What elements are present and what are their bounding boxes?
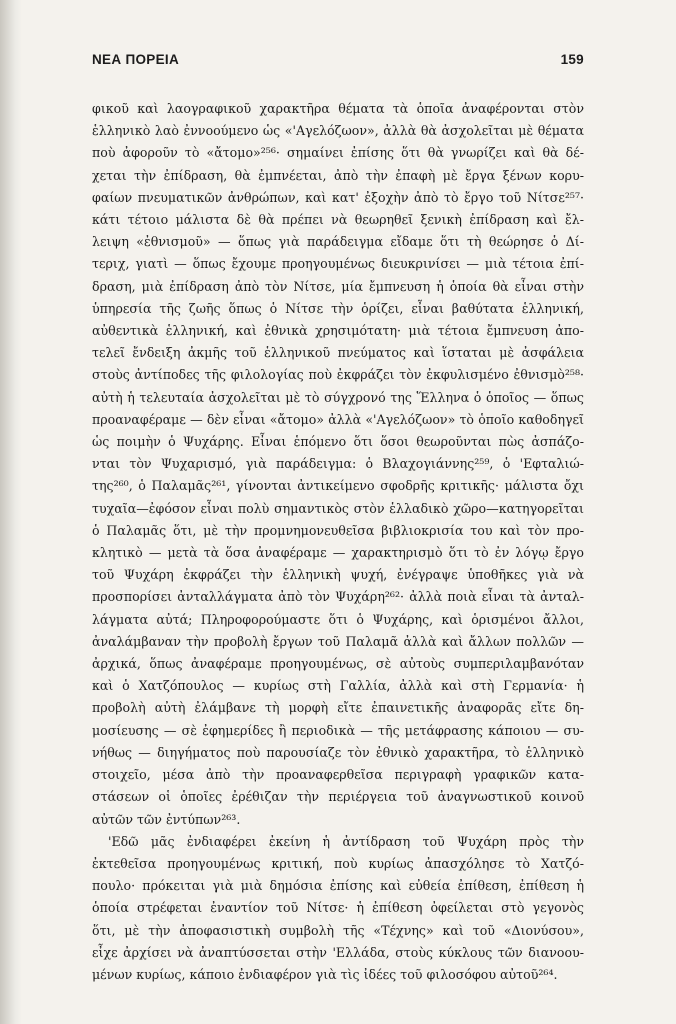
text-line: ὁ Παλαμᾶς ὅτι, μὲ τὴν προμνημονευθεῖσα βιβλιοκρισία του καὶ τὸν προ- — [92, 522, 584, 538]
text-line: δραση, μιὰ ἐπίδραση ἀπὸ τὸν Νίτσε, μία ἔμπνευση ἡ ὁποία θὰ εἶναι στὴν — [92, 278, 584, 294]
text-line: προαναφέραμε — δὲν εἶναι «ἄτομο» ἀλλὰ «'Αγελόζωον» τὸ ὁποῖο καθοδηγεῖ — [92, 411, 584, 427]
text-line: στάσεων οἱ ὁποῖες ἐρέθιζαν τὴν περιέργεια τοῦ ἀναγνωστικοῦ κοινοῦ — [92, 789, 584, 805]
text-line: ἀναλάμβαναν τὴν προβολὴ ἔργων τοῦ Παλαμᾶ ἀλλὰ καὶ ἄλλων πολλῶν — — [92, 633, 584, 649]
text-line: τεριχ, γιατὶ — ὅπως ἔχουμε προηγουμένως διευκρινίσει — μιὰ τέτοια ἐπί- — [92, 256, 584, 272]
text-line: ὁποία στρέφεται ἐναντίον τοῦ Νίτσε· ἡ ἐπίθεση ὀφείλεται στὸ γεγονὸς — [92, 900, 584, 916]
text-line: μοσίευσης — σὲ ἐφημερίδες ἢ περιοδικὰ — τῆς μετάφρασης κάποιου — συ- — [92, 722, 584, 738]
text-line: ὅτι, μὲ τὴν ἀποφασιστικὴ συμβολὴ τῆς «Τέχνης» καὶ τοῦ «Διονύσου», — [92, 922, 584, 938]
text-line: καὶ ὁ Χατζόπουλος — κυρίως στὴ Γαλλία, ἀλλὰ καὶ στὴ Γερμανία· ἡ — [92, 678, 584, 694]
text-line: προβολὴ αὐτὴ ἐλάμβανε τὴ μορφὴ εἴτε ἐπαινετικῆς ἀναφορᾶς εἴτε δη- — [92, 700, 584, 716]
text-line: φαίων πνευματικῶν ἀνθρώπων, καὶ κατ' ἐξοχὴν ἀπὸ τὸ ἔργο τοῦ Νίτσε²⁵⁷· — [92, 189, 584, 205]
text-line: αὐθεντικὰ ἑλληνική, καὶ ἐθνικὰ χρησιμότατη· μιὰ τέτοια ἔμπνευση ἀπο- — [92, 323, 584, 339]
page-number: 159 — [560, 52, 584, 67]
text-line: νται τὸν Ψυχαρισμό, γιὰ παράδειγμα: ὁ Βλαχογιάννης²⁵⁹, ὁ 'Εφταλιώ- — [92, 456, 584, 472]
text-line: φικοῦ καὶ λαογραφικοῦ χαρακτῆρα θέματα τὰ ὁποῖα ἀναφέρονται στὸν — [92, 101, 584, 116]
text-line: τελεῖ ἔνδειξη ἀκμῆς τοῦ ἑλληνικοῦ πνεύματος καὶ ἵσταται μὲ ἀσφάλεια — [92, 345, 584, 361]
running-header — [92, 52, 584, 67]
text-line: αὐτὴ ἡ τελευταία ἀσχολεῖται μὲ τὸ σύγχρονό της Ἕλληνα ὁ ὁποῖος — ὅπως — [92, 389, 584, 405]
text-line: τοῦ Ψυχάρη ἐκφράζει τὴν ἑλληνικὴ ψυχή, ἐνέγραψε ὑποθῆκες γιὰ νὰ — [92, 567, 584, 583]
text-line: νήθως — διηγήματος ποὺ παρουσίαζε τὸν ἐθνικὸ χαρακτῆρα, τὸ ἑλληνικὸ — [92, 744, 584, 760]
text-line: κλητικὸ — μετὰ τὰ ὅσα ἀναφέραμε — χαρακτηρισμὸ ὅτι τὸ ἐν λόγῳ ἔργο — [92, 545, 584, 561]
text-line: 'Εδῶ μᾶς ἐνδιαφέρει ἐκείνη ἡ ἀντίδραση τοῦ Ψυχάρη πρὸς τὴν — [108, 833, 584, 849]
text-line: λειψη «ἐθνισμοῦ» — ὅπως γιὰ παράδειγμα εἴδαμε ὅτι τὴ θεώρησε ὁ Δί- — [92, 234, 584, 250]
text-line: ἐκτεθεῖσα προηγουμένως κριτική, ποὺ κυρίως ἀπασχόλησε τὸ Χατζό- — [92, 855, 584, 871]
text-line: της²⁶⁰, ὁ Παλαμᾶς²⁶¹, γίνονται ἀντικείμενο σφοδρῆς κριτικῆς· μάλιστα ὄχι — [92, 478, 584, 494]
page-binding-shadow — [0, 0, 22, 1024]
text-line: ἑλληνικὸ λαὸ ἐννοούμενο ὡς «'Αγελόζωον», ἀλλὰ θὰ ἀσχολεῖται μὲ θέματα — [92, 123, 584, 139]
text-line: στοιχεῖο, μέσα ἀπὸ τὴν προαναφερθεῖσα περιγραφὴ γραφικῶν κατα- — [92, 767, 584, 783]
text-line: ὡς ποιμὴν ὁ Ψυχάρης. Εἶναι ἑπόμενο ὅτι ὅσοι θεωροῦνται πὼς ἀσπάζο- — [92, 434, 584, 450]
text-line: πουλο· πρόκειται γιὰ μιὰ δημόσια ἐπίσης καὶ εὐθεία ἐπίθεση, ἐπίθεση ἡ — [92, 878, 584, 894]
text-line: ποὺ ἀφοροῦν τὸ «ἄτομο»²⁵⁶· σημαίνει ἐπίσης ὅτι θὰ γνωρίζει καὶ θὰ δέ- — [92, 145, 584, 161]
text-line: προσπορίσει ἀνταλλάγματα ἀπὸ τὸν Ψυχάρη²⁶²· ἀλλὰ ποιὰ εἶναι τὰ ἀνταλ- — [92, 589, 584, 605]
text-line: μένων κυρίως, κάποιο ἐνδιαφέρον γιὰ τὶς ἰδέες τοῦ φιλοσόφου αὐτοῦ²⁶⁴. — [92, 966, 558, 982]
text-line: τυχαῖα—ἐφόσον εἶναι πολὺ σημαντικὸς στὸν ἑλλαδικὸ χῶρο—κατηγορεῖται — [92, 500, 584, 516]
text-line: λάγματα αὐτά; Πληροφορούμαστε ὅτι ὁ Ψυχάρης, καὶ ὁρισμένοι ἄλλοι, — [92, 611, 584, 627]
text-line: ἀρχικά, ὅπως ἀναφέραμε προηγουμένως, σὲ αὐτοὺς συμπεριλαμβανόταν — [92, 656, 584, 672]
text-line: κάτι τέτοιο μάλιστα δὲ θὰ πρέπει νὰ θεωρηθεῖ ξενικὴ ἐπίδραση καὶ ἔλ- — [92, 212, 584, 228]
text-line: εἶχε ἀρχίσει νὰ ἀναπτύσσεται στὴν 'Ελλάδα, στοὺς κύκλους τῶν διανοου- — [92, 944, 584, 960]
text-line: χεται τὴν ἐπίδραση, θὰ ἐμπνέεται, ἀπὸ τὴν ἐπαφὴ μὲ ἔργα ξένων κορυ- — [92, 167, 584, 183]
running-title: ΝΕΑ ΠΟΡΕΙΑ — [92, 52, 180, 67]
text-line: ὑπηρεσία τῆς ζωῆς ὅπως ὁ Νίτσε τὴν ὁρίζει, εἶναι βαθύτατα ἑλληνική, — [92, 300, 584, 316]
text-line: στοὺς ἀντίποδες τῆς φιλολογίας ποὺ ἐκφράζει τὸν ἐκφυλισμένο ἐθνισμὸ²⁵⁸· — [92, 367, 584, 383]
text-line: αὐτῶν τῶν ἐντύπων²⁶³. — [92, 811, 241, 827]
body-text — [92, 98, 584, 986]
